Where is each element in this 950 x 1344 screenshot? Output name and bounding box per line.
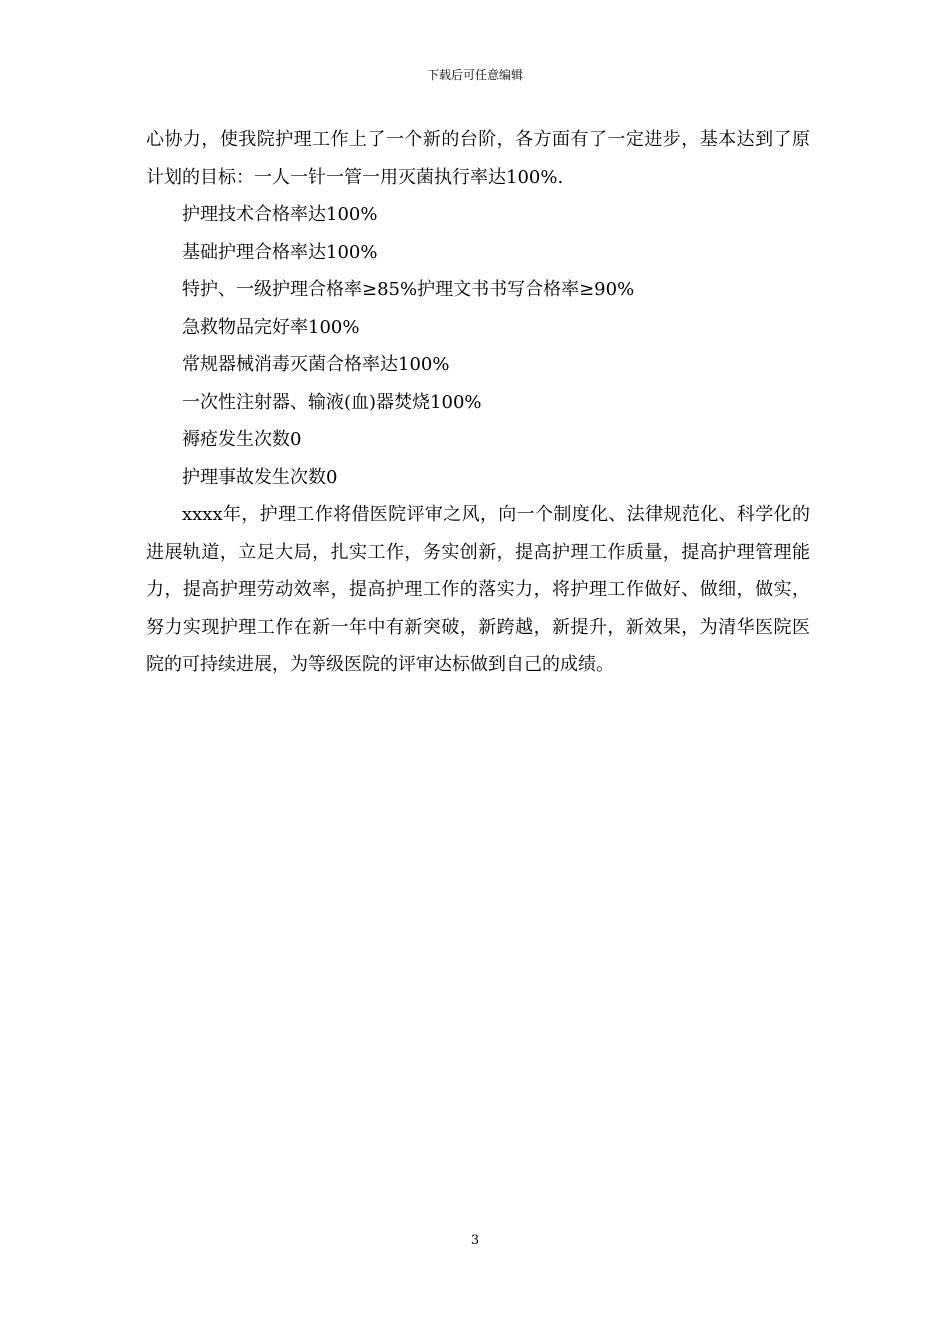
document-body — [146, 121, 810, 684]
paragraph-item: 急救物品完好率100% — [182, 316, 360, 338]
paragraph-item: 护理技术合格率达100% — [182, 204, 378, 225]
page-header: 下载后可任意编辑 — [426, 68, 523, 82]
paragraph-plan: xxxx年，护理工作将借医院评审之风，向一个制度化、法律规范化、科学化的进展轨道，立足大局，扎实工作，务实创新，提高护理工作质量，提高护理管理能力，提高护理劳动效率，提高护理工作的落实力，将护理工作做好、做细，做实，努力实现护理工作在新一年中有新突破，新跨越，新提升，新效果，为清华医院医院的可持续进展，为等级医院的评审达标做到自己的成绩。 — [146, 504, 810, 675]
paragraph-item: 常规器械消毒灭菌合格率达100% — [182, 354, 450, 375]
paragraph-item: 褥疮发生次数0 — [182, 429, 302, 450]
page-number: 3 — [470, 1233, 480, 1248]
paragraph-item: 一次性注射器、输液(血)器焚烧100% — [182, 391, 482, 413]
paragraph-continuation: 心协力，使我院护理工作上了一个新的台阶，各方面有了一定进步，基本达到了原计划的目标：一人一针一管一用灭菌执行率达100%. — [146, 129, 810, 188]
paragraph-item: 护理事故发生次数0 — [182, 466, 338, 488]
paragraph-item: 特护、一级护理合格率≥85%护理文书书写合格率≥90% — [182, 279, 635, 300]
paragraph-item: 基础护理合格率达100% — [182, 241, 378, 263]
